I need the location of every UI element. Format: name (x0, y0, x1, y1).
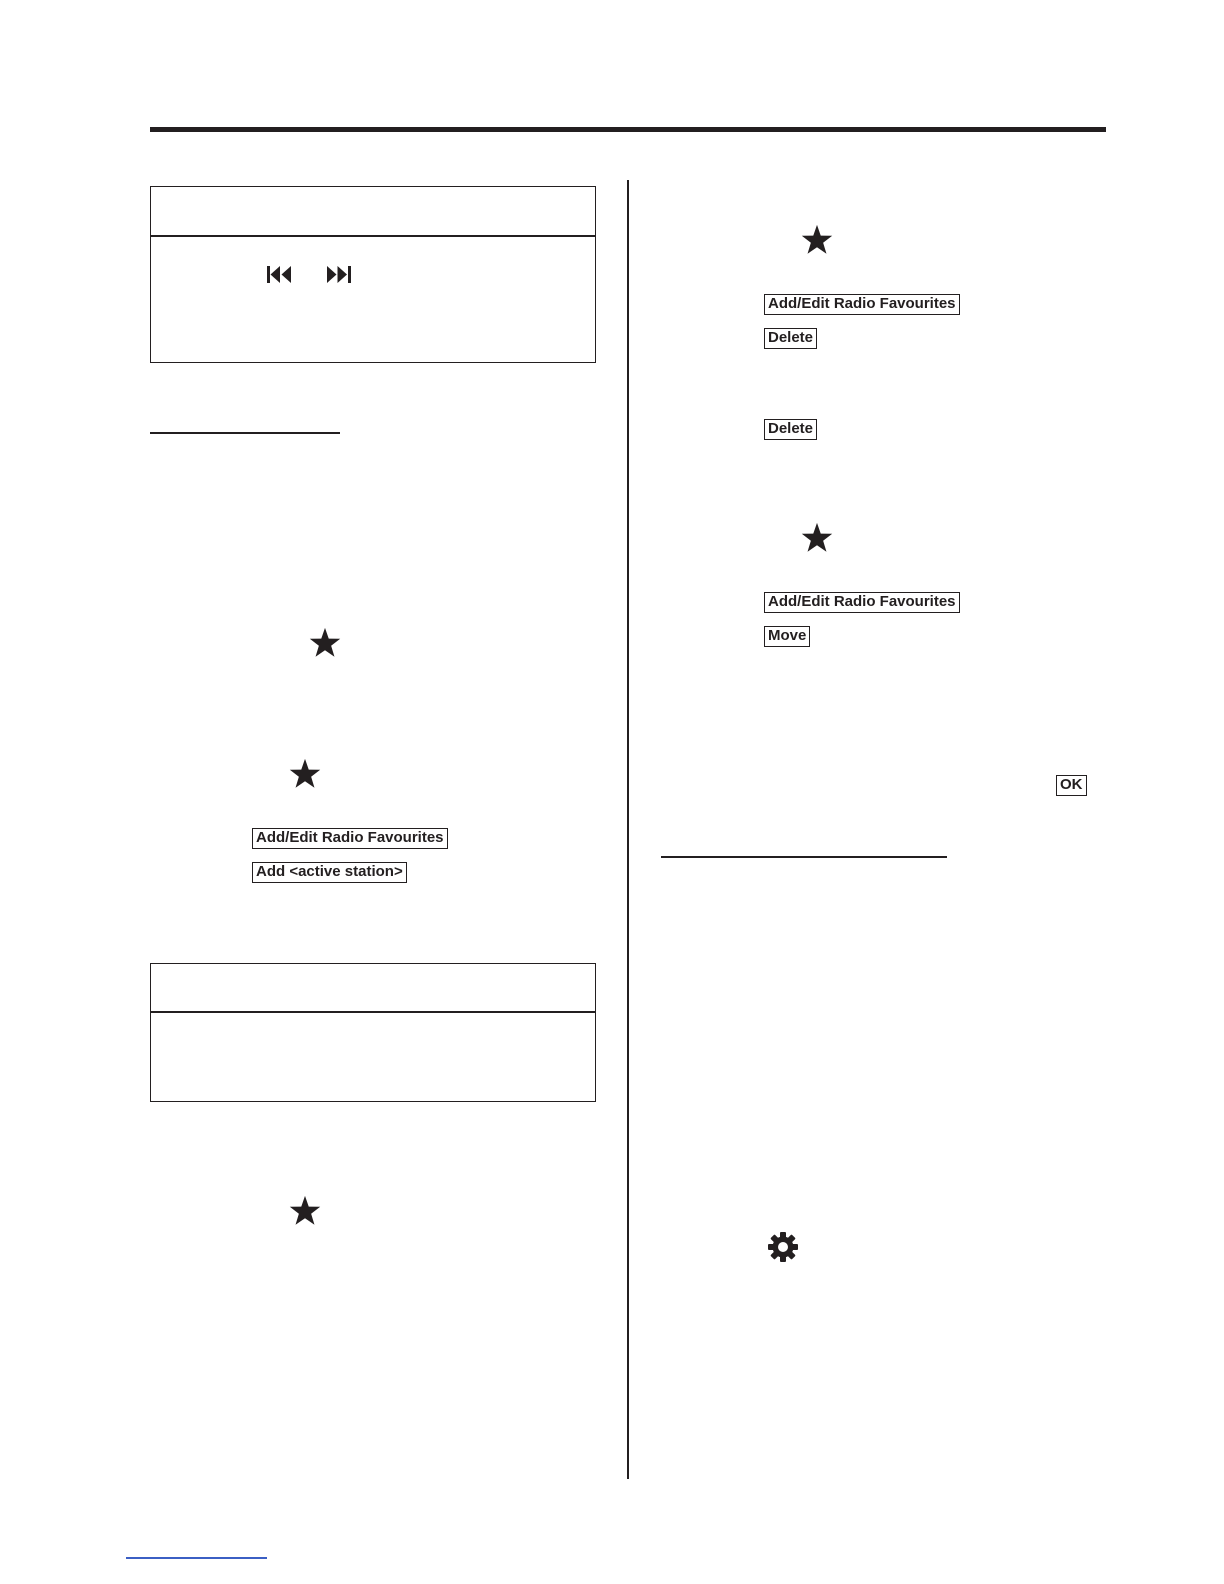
gear-icon (767, 1231, 799, 1263)
section-heading-rule-right (661, 856, 947, 858)
add-edit-radio-favourites-button[interactable]: Add/Edit Radio Favourites (764, 294, 960, 315)
delete-button[interactable]: Delete (764, 328, 817, 349)
star-icon (801, 522, 833, 553)
star-icon (289, 758, 321, 789)
header-rule (150, 127, 1106, 132)
note-box-bottom-separator (151, 1011, 595, 1013)
star-icon (309, 627, 341, 658)
skip-back-icon (267, 265, 293, 284)
add-edit-radio-favourites-button[interactable]: Add/Edit Radio Favourites (252, 828, 448, 849)
footer-link-underline[interactable] (126, 1557, 267, 1559)
skip-forward-icon (326, 265, 352, 284)
column-divider (627, 180, 629, 1479)
star-icon (289, 1195, 321, 1226)
note-box-top (150, 186, 596, 363)
section-heading-rule-left (150, 432, 340, 434)
move-button[interactable]: Move (764, 626, 810, 647)
delete-button[interactable]: Delete (764, 419, 817, 440)
add-active-station-button[interactable]: Add <active station> (252, 862, 407, 883)
ok-button[interactable]: OK (1056, 775, 1087, 796)
note-box-bottom (150, 963, 596, 1102)
note-box-top-separator (151, 235, 595, 237)
add-edit-radio-favourites-button[interactable]: Add/Edit Radio Favourites (764, 592, 960, 613)
star-icon (801, 224, 833, 255)
